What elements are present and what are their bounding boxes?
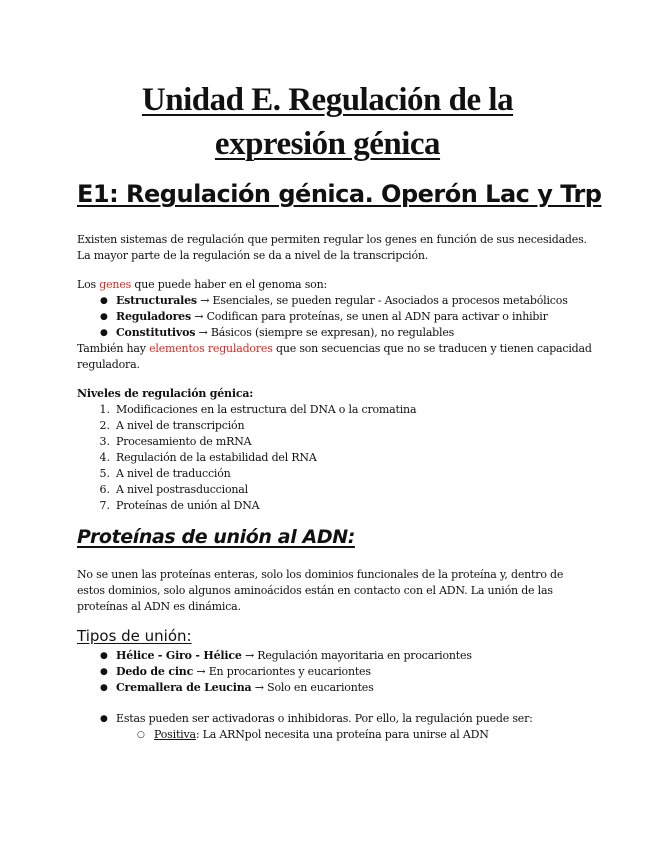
list-item-level: Modificaciones en la estructura del DNA o la cromatina — [116, 403, 417, 416]
bullet-icon: ● — [100, 667, 108, 677]
bullet-icon: ● — [100, 296, 108, 306]
intro-paragraph: Existen sistemas de regulación que permiten regular los genes en función de sus necesidades. La mayor parte de la regulación se da a nivel de la transcripción. — [77, 233, 587, 262]
bullet-icon: ● — [100, 312, 108, 322]
list-number: 1. — [99, 403, 110, 416]
types-heading: Tipos de unión: — [77, 627, 192, 645]
list-item-binding-type: Cremallera de Leucina → Solo en eucariontes — [116, 681, 374, 694]
elements-line: También hay elementos reguladores que son secuencias que no se traducen y tienen capacidad — [77, 342, 592, 355]
genes-intro: Los genes que puede haber en el genoma son: — [77, 278, 327, 291]
sub-list-item-positive: Positiva: La ARNpol necesita una proteína para unirse al ADN — [154, 728, 489, 741]
list-number: 6. — [99, 483, 110, 496]
page-title-line-1: Unidad E. Regulación de la — [141, 82, 514, 118]
list-item-gene-type: Constitutivos → Básicos (siempre se expresan), no regulables — [116, 326, 455, 339]
list-item-level: A nivel postrasduccional — [116, 483, 248, 496]
bullet-icon: ● — [100, 683, 108, 693]
bullet-icon: ● — [100, 651, 108, 661]
list-item-gene-type: Estructurales → Esenciales, se pueden regular - Asociados a procesos metabólicos — [116, 294, 568, 307]
list-item-binding-type: Hélice - Giro - Hélice → Regulación mayoritaria en procariontes — [116, 649, 472, 662]
list-number: 4. — [99, 451, 110, 464]
list-number: 5. — [99, 467, 110, 480]
sub-bullet-icon: ○ — [137, 730, 145, 740]
bullet-icon: ● — [100, 328, 108, 338]
elements-line-cont: reguladora. — [77, 358, 140, 371]
section-heading-proteins: Proteínas de unión al ADN: — [77, 526, 355, 548]
section-heading-e1: E1: Regulación génica. Operón Lac y Trp — [77, 180, 602, 208]
list-item-level: Proteínas de unión al DNA — [116, 499, 260, 512]
list-number: 2. — [99, 419, 110, 432]
genes-highlight: genes — [99, 278, 132, 291]
elements-highlight: elementos reguladores — [149, 342, 273, 355]
proteins-paragraph: No se unen las proteínas enteras, solo los dominios funcionales de la proteína y, dentro de estos dominios, solo algunos aminoácidos están en contacto con el ADN. La unión de las proteínas al ADN es dinámica. — [77, 568, 564, 613]
list-item-gene-type: Reguladores → Codifican para proteínas, se unen al ADN para activar o inhibir — [116, 310, 548, 323]
activators-line: Estas pueden ser activadoras o inhibidoras. Por ello, la regulación puede ser: — [116, 712, 533, 725]
levels-heading: Niveles de regulación génica: — [77, 387, 254, 400]
list-item-level: Procesamiento de mRNA — [116, 435, 252, 448]
list-number: 3. — [99, 435, 110, 448]
list-number: 7. — [99, 499, 110, 512]
list-item-level: A nivel de transcripción — [116, 419, 245, 432]
list-item-level: Regulación de la estabilidad del RNA — [116, 451, 317, 464]
bullet-icon: ● — [100, 714, 108, 724]
page-title-line-2: expresión génica — [214, 126, 441, 162]
list-item-level: A nivel de traducción — [116, 467, 231, 480]
list-item-binding-type: Dedo de cinc → En procariontes y eucariontes — [116, 665, 371, 678]
